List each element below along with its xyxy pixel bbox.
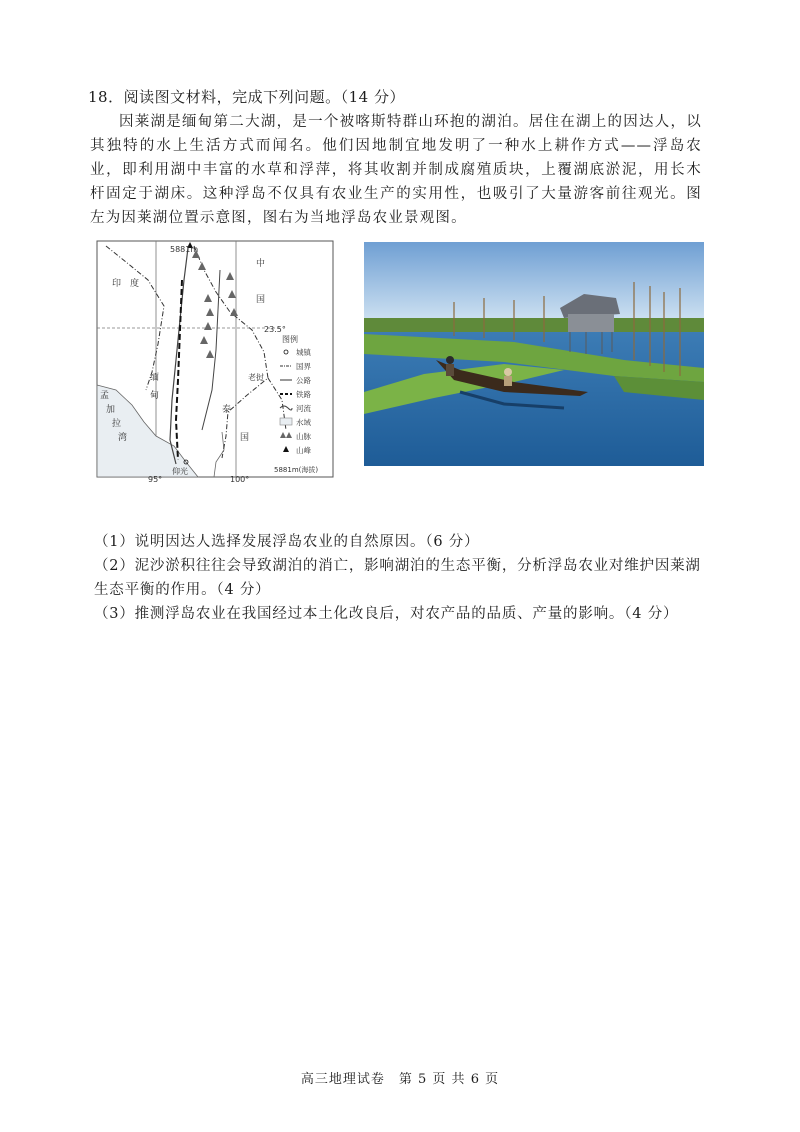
map-peak-label: 5881m <box>170 245 199 254</box>
legend-rail: 铁路 <box>296 390 311 399</box>
legend-mountain: 山脉 <box>296 432 311 441</box>
map-label-thai-2: 国 <box>240 433 250 443</box>
question-paragraph: 因莱湖是缅甸第二大湖，是一个被喀斯特群山环抱的湖泊。居住在湖上的因达人，以其独特的水上生活方式而闻名。他们因地制宜地发明了一种水上耕作方式——浮岛农业，即利用湖中丰富的水草和浮萍，将其收割并制成腐殖质块，上覆湖底淤泥，用长木杆固定于湖床。这种浮岛不仅具有农业生产的实用性，也吸引了大量游客前往观光。图左为因莱湖位置示意图，图右为当地浮岛农业景观图。 <box>90 114 702 226</box>
map-label-laos: 老挝 <box>248 373 264 382</box>
floating-farm-photo <box>364 242 704 466</box>
map-lon2-label: 100° <box>230 475 250 484</box>
sub-question-3: （3）推测浮岛农业在我国经过本土化改良后，对农产品的品质、产量的影响。（4 分） <box>94 606 679 622</box>
legend-peak-note: 5881m(海拔) <box>274 466 319 474</box>
question-title: 18．阅读图文材料，完成下列问题。（14 分） <box>88 88 405 106</box>
map-label-myanmar-2: 甸 <box>150 391 160 401</box>
legend-peak: 山峰 <box>296 446 311 455</box>
legend-water: 水域 <box>296 418 311 427</box>
map-label-china: 中 <box>256 259 266 269</box>
page-footer: 高三地理试卷 第 5 页 共 6 页 <box>300 1072 500 1087</box>
map-label-yangon: 仰光 <box>172 467 188 476</box>
map-lat-label: 23.5° <box>264 325 286 334</box>
legend-road: 公路 <box>296 376 311 385</box>
legend-title: 图例 <box>282 335 298 344</box>
map-label-bay-2: 加 <box>106 405 116 415</box>
legend-border: 国界 <box>296 362 311 371</box>
legend-river: 河流 <box>296 404 311 413</box>
map-lon1-label: 95° <box>148 475 163 484</box>
map-label-thai: 泰 <box>222 405 232 415</box>
location-map <box>96 240 334 484</box>
map-label-china-2: 国 <box>256 295 266 305</box>
map-label-myanmar: 缅 <box>150 373 160 383</box>
sub-question-1: （1）说明因达人选择发展浮岛农业的自然原因。（6 分） <box>94 534 480 550</box>
map-label-bay-1: 孟 <box>100 391 110 401</box>
map-label-bay-3: 拉 <box>112 419 122 429</box>
map-label-india-2: 度 <box>130 279 140 289</box>
legend-town: 城镇 <box>296 348 311 357</box>
map-label-india: 印 <box>112 279 122 289</box>
sub-question-2: （2）泥沙淤积往往会导致湖泊的消亡，影响湖泊的生态平衡，分析浮岛农业对维护因莱湖生态平衡的作用。（4 分） <box>94 558 701 598</box>
map-label-bay-4: 湾 <box>118 433 128 443</box>
